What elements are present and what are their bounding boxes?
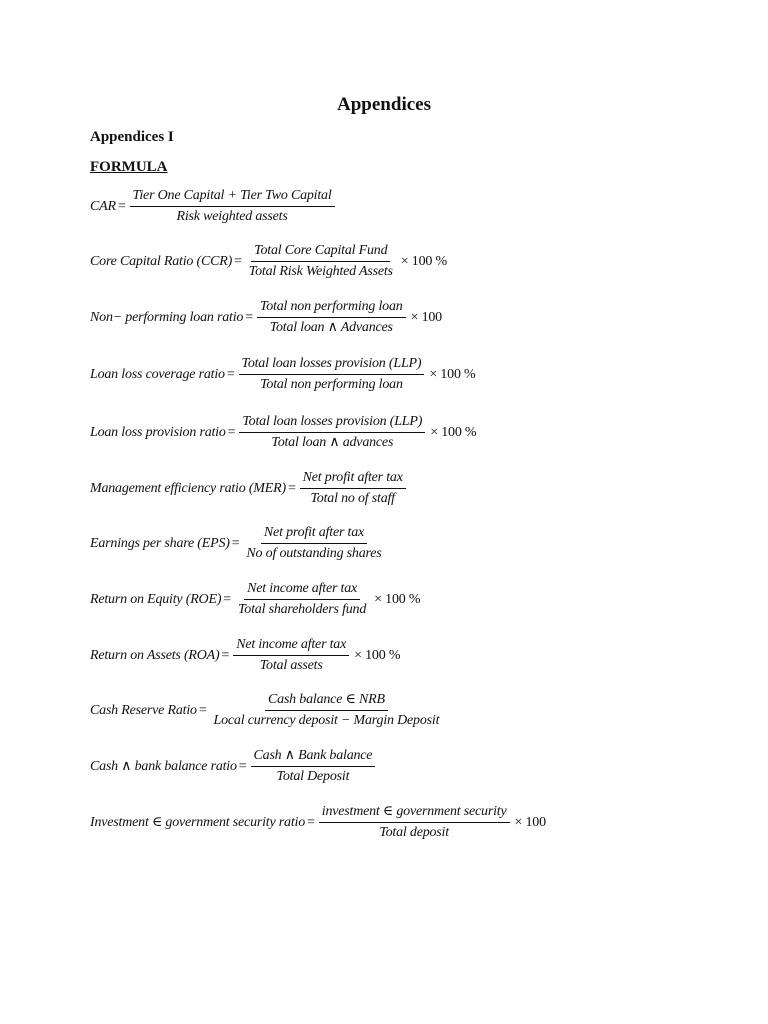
- equals-sign: =: [287, 480, 296, 496]
- multiplier: × 100 %: [354, 647, 401, 663]
- equals-sign: =: [234, 253, 242, 269]
- numerator: Total loan losses provision (LLP): [239, 355, 425, 375]
- formula-lhs: Cash ∧ bank balance ratio: [90, 759, 237, 774]
- equals-sign: =: [223, 591, 231, 607]
- numerator: Cash balance ∈ NRB: [265, 691, 388, 711]
- denominator: Total non performing loan: [260, 377, 403, 392]
- fraction: [235, 580, 369, 619]
- formula-roa: [90, 636, 400, 675]
- formula-llcr: [90, 355, 476, 394]
- formula-roe: [90, 580, 420, 619]
- equals-sign: =: [245, 309, 253, 325]
- numerator: Tier One Capital + Tier Two Capital: [130, 187, 335, 207]
- denominator: Total shareholders fund: [238, 602, 367, 617]
- formula-lhs: Loan loss coverage ratio: [90, 366, 225, 382]
- fraction: [300, 469, 406, 508]
- denominator: Total loan ∧ Advances: [269, 320, 393, 335]
- formula-lhs: Core Capital Ratio (CCR): [90, 253, 233, 269]
- numerator: Net income after tax: [233, 636, 349, 656]
- denominator: Total Deposit: [276, 769, 350, 784]
- equals-sign: =: [227, 424, 236, 440]
- formula-lhs: Return on Equity (ROE): [90, 591, 222, 607]
- equals-sign: =: [307, 814, 315, 830]
- denominator: Local currency deposit − Margin Deposit: [213, 713, 440, 728]
- denominator: Total no of staff: [310, 491, 395, 506]
- numerator: Total loan losses provision (LLP): [239, 413, 425, 433]
- numerator: Net income after tax: [244, 580, 360, 600]
- page-title: Appendices: [337, 94, 431, 115]
- numerator: Total Core Capital Fund: [251, 242, 390, 262]
- formula-cash-bank: [90, 747, 380, 786]
- fraction: [211, 691, 443, 730]
- denominator: No of outstanding shares: [246, 546, 382, 561]
- denominator: Total deposit: [379, 825, 449, 840]
- formula-crr: [90, 691, 447, 730]
- numerator: Net profit after tax: [300, 469, 406, 489]
- formula-car: [90, 187, 340, 226]
- formula-lhs: Investment ∈ government security ratio: [90, 815, 306, 830]
- multiplier: × 100 %: [374, 591, 421, 607]
- multiplier: × 100: [514, 814, 546, 830]
- formula-heading: FORMULA: [90, 159, 168, 175]
- equals-sign: =: [238, 758, 247, 774]
- formula-eps: [90, 524, 390, 563]
- multiplier: × 100 %: [430, 424, 477, 440]
- numerator: Total non performing loan: [257, 298, 406, 318]
- formula-npl: [90, 298, 442, 337]
- equals-sign: =: [198, 702, 207, 718]
- equals-sign: =: [117, 198, 126, 214]
- fraction: [243, 524, 384, 563]
- numerator: Net profit after tax: [261, 524, 367, 544]
- denominator: Risk weighted assets: [176, 209, 288, 224]
- fraction: [239, 355, 425, 394]
- equals-sign: =: [221, 647, 230, 663]
- equals-sign: =: [226, 366, 235, 382]
- fraction: [239, 413, 425, 452]
- multiplier: × 100: [410, 309, 442, 325]
- fraction: [130, 187, 335, 226]
- multiplier: × 100 %: [429, 366, 476, 382]
- section-heading: Appendices I: [90, 129, 174, 145]
- numerator: Cash ∧ Bank balance: [251, 747, 376, 767]
- denominator: Total loan ∧ advances: [271, 435, 394, 450]
- fraction: [251, 747, 376, 786]
- formula-investment: [90, 803, 546, 842]
- fraction: [257, 298, 406, 337]
- fraction: [233, 636, 349, 675]
- formula-lhs: Cash Reserve Ratio: [90, 702, 197, 718]
- formula-lhs: Management efficiency ratio (MER): [90, 480, 286, 496]
- formula-lhs: Loan loss provision ratio: [90, 424, 226, 440]
- formula-lhs: Earnings per share (EPS): [90, 535, 230, 551]
- formula-ccr: [90, 242, 447, 281]
- formula-lhs: Non− performing loan ratio: [90, 309, 244, 325]
- fraction: [319, 803, 510, 842]
- denominator: Total Risk Weighted Assets: [248, 264, 393, 279]
- formula-lhs: CAR: [90, 198, 116, 214]
- denominator: Total assets: [259, 658, 323, 673]
- formula-llpr: [90, 413, 476, 452]
- equals-sign: =: [231, 535, 240, 551]
- fraction: [246, 242, 396, 281]
- multiplier: × 100 %: [400, 253, 447, 269]
- numerator: investment ∈ government security: [319, 803, 510, 823]
- formula-mer: [90, 469, 411, 508]
- formula-lhs: Return on Assets (ROA): [90, 647, 220, 663]
